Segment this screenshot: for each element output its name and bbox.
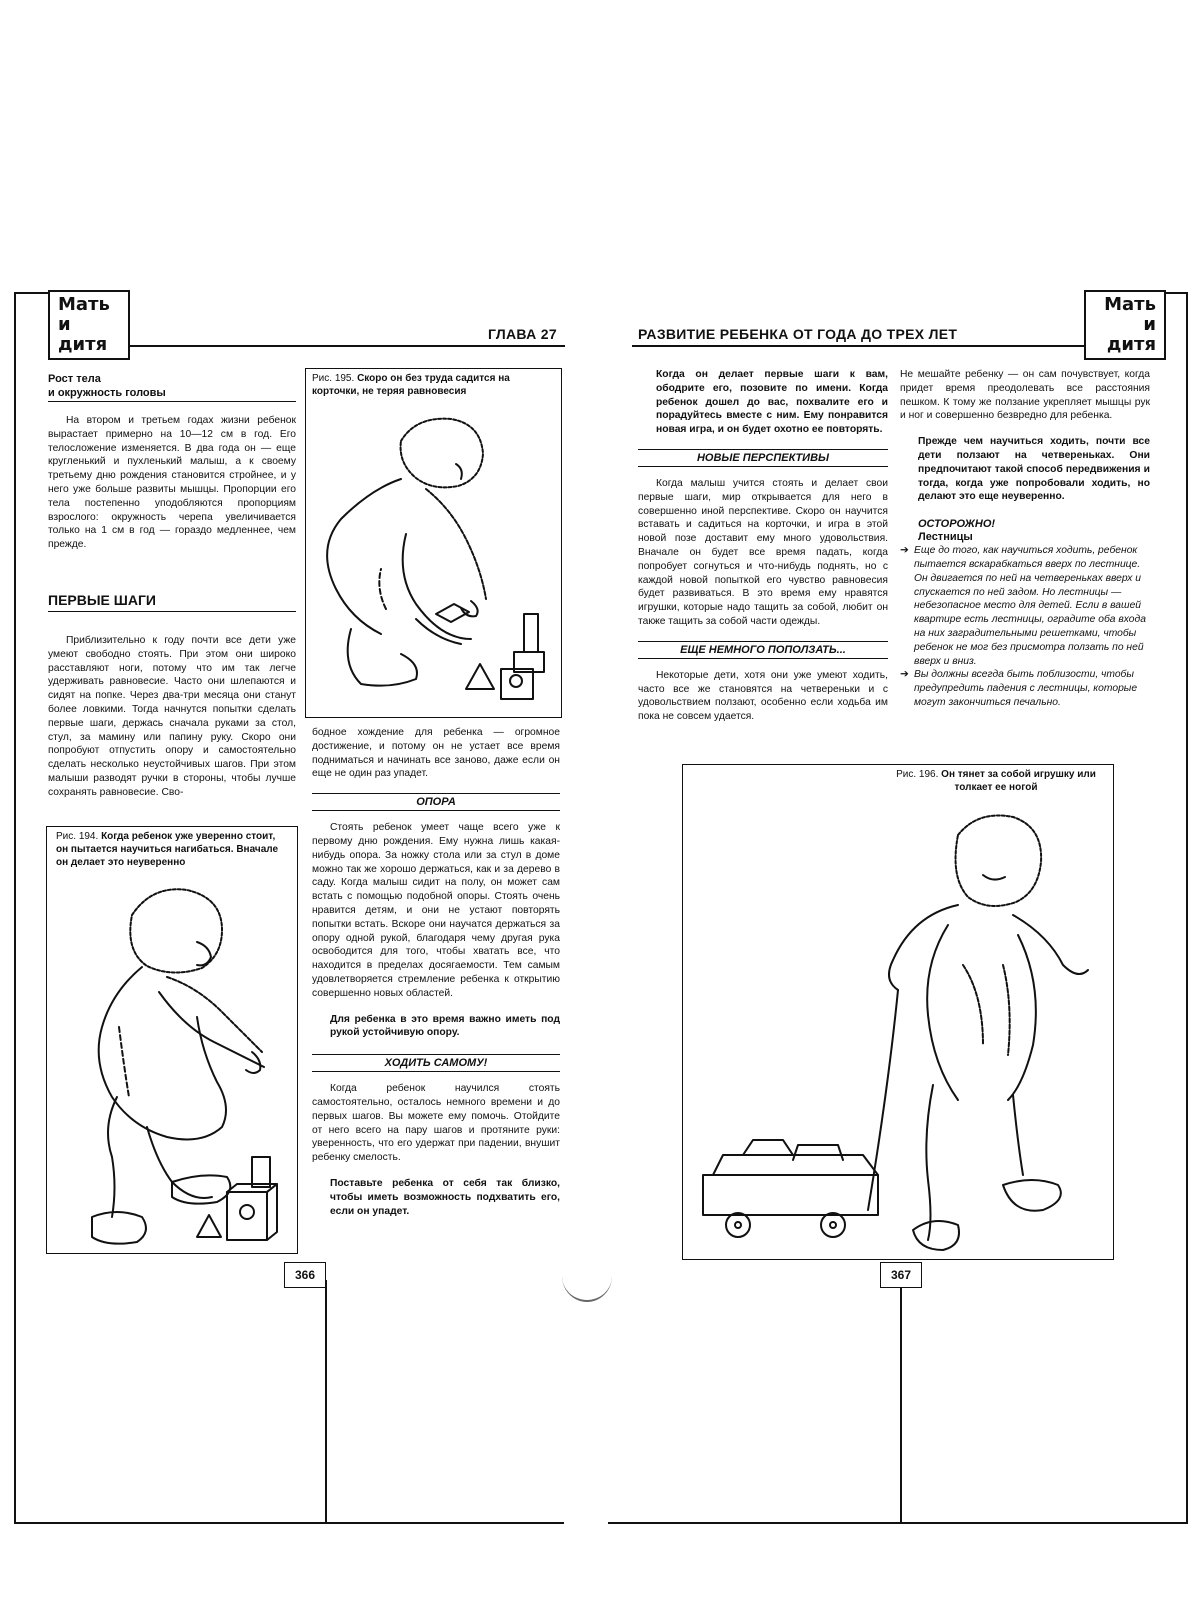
right-header-rule: [632, 345, 1147, 347]
left-col2: [312, 726, 560, 1218]
support-bold-note: Для ребенка в это время важно иметь под рукой устойчивую опору.: [330, 1013, 560, 1039]
walk-alone-bold-note: Поставьте ребенка от себя так близко, чтобы иметь возможность подхватить его, если он упадет.: [330, 1177, 560, 1217]
fig195-caption: [312, 372, 552, 398]
right-bottom-rule: [608, 1522, 1188, 1524]
caution-bullet-1-text: Еще до того, как научиться ходить, ребенок пытается вскарабкаться вверх по лестнице. Он двигается по ней на четвереньках вверх и спускается по ней задом. Но лестницы — небезопасное место для детей. Если в вашей квартире есть лестницы, оградите оба входа на них заградительными решетками, чтобы ребенок не мог без присмотра ползать по ней вверх и вниз.: [914, 545, 1146, 667]
section-title-support: ОПОРА: [312, 793, 560, 811]
caution-bullet-2-text: Вы должны всегда быть поблизости, чтобы предупредить падения с лестницы, которые могут закончиться печально.: [914, 669, 1138, 708]
dont-disturb-paragraph: Не мешайте ребенку — он сам почувствует, когда придет время преодолевать все расстояния пешком. К тому же ползание укрепляет мышцы рук и ног и совершенно безвредно для ребенка.: [900, 369, 1150, 422]
walk-alone-paragraph: Когда ребенок научился стоять самостоятельно, осталось немного времени и до первых шагов. Вы можете ему помочь. Отойдите от него всего на пару шагов и протяните руки: уверенность, что его удержат при падении, внушит ребенку смелость.: [312, 1083, 560, 1164]
running-header: РАЗВИТИЕ РЕБЕНКА ОТ ГОДА ДО ТРЕХ ЛЕТ: [638, 326, 958, 342]
fig195-text: Скоро он без труда садится на корточки, не теряя равновесия: [312, 373, 510, 397]
child-bending-illustration: [47, 827, 297, 1253]
brand-logo-right: Мать и дитя: [1084, 290, 1166, 360]
caution-subtitle: Лестницы: [918, 531, 973, 544]
left-footer-rule: [325, 1280, 327, 1524]
section-title-growth: Рост тела и окружность головы: [48, 372, 296, 402]
caution-bullet-1: [900, 544, 1150, 668]
section-title-walk-alone: ХОДИТЬ САМОМУ!: [312, 1054, 560, 1072]
arrow-right-icon: ➔: [900, 669, 909, 681]
child-squatting-illustration: [306, 369, 561, 717]
section-title-crawl: ЕЩЕ НЕМНОГО ПОПОЛЗАТЬ...: [638, 641, 888, 659]
perspectives-paragraph: Когда малыш учится стоять и делает свои первые шаги, мир открывается для него в совершенно иной перспективе. Скоро он научится вставать и садиться на корточки, и игра в этой новой позе доставит ему много удовольствия. Вначале он будет все время падать, когда попробует согнуться и что-нибудь поднять, но с каждой новой попыткой его чувство равновесия будет развиваться. В это время ему нравятся игрушки, которые надо тащить за собой, любит он также тащить за собой части одежды.: [638, 477, 888, 627]
left-bottom-rule: [14, 1522, 564, 1524]
section-title-perspectives: НОВЫЕ ПЕРСПЕКТИВЫ: [638, 449, 888, 467]
fig194-text: Когда ребенок уже уверенно стоит, он пытается научиться нагибаться. Вначале он делает это неуверенно: [56, 831, 279, 868]
fig194-caption: [56, 830, 288, 869]
fig196-caption: [886, 768, 1106, 794]
right-col1: [638, 368, 888, 724]
section-title-first-steps: ПЕРВЫЕ ШАГИ: [48, 592, 296, 612]
book-fold: [562, 1250, 612, 1302]
brand-logo-left: Мать и дитя: [48, 290, 130, 360]
fig194-number: Рис. 194.: [56, 831, 99, 842]
arrow-right-icon: ➔: [900, 545, 909, 557]
page-number-left: 366: [284, 1262, 326, 1288]
crawl-bold-note: Прежде чем научиться ходить, почти все дети ползают на четвереньках. Они предпочитают такой способ передвижения и тогда, когда уже попробовали ходить, но делают это еще неуверенно.: [918, 436, 1150, 503]
left-outer-rule: [14, 292, 16, 1524]
right-footer-rule: [900, 1280, 902, 1524]
left-col1: [48, 372, 296, 800]
figure-195: [305, 368, 562, 718]
figure-194: [46, 826, 298, 1254]
page-number-right: 367: [880, 1262, 922, 1288]
figure-196: [682, 764, 1114, 1260]
growth-paragraph: На втором и третьем годах жизни ребенок вырастает примерно на 10—12 см в год. Его телосложение изменяется. В два года он — еще кругленький и пухленький малыш, а к своему третьему дню рождения становится стройнее, и у него уже больше развиты мышцы. Пропорции его тела постепенно уподобляются пропорциям взрослого: окружность черепа увеличивается только на 1 см в год — гораздо медленнее, чем прежде.: [48, 415, 296, 551]
intro-bold-note: Когда он делает первые шаги к вам, ободрите его, позовите по имени. Когда ребенок дошел до вас, похвалите его и порадуйтесь вместе с ним. Ему понравится новая игра, и он будет охотно ее повторять.: [656, 369, 888, 436]
right-col2: [900, 368, 1150, 710]
child-pulling-wagon-illustration: [683, 765, 1113, 1259]
walking-continue-paragraph: бодное хождение для ребенка — огромное достижение, и потому он не устает все время подниматься и начинать все заново, даже если он еще не один раз упадет.: [312, 727, 560, 780]
right-outer-rule: [1186, 292, 1188, 1524]
caution-bullet-2: [900, 668, 1150, 709]
fig196-number: Рис. 196.: [896, 769, 939, 780]
caution-title: ОСТОРОЖНО!: [918, 518, 996, 531]
chapter-header: ГЛАВА 27: [488, 326, 557, 342]
crawl-paragraph: Некоторые дети, хотя они уже умеют ходить, часто все же становятся на четвереньки и с удовольствием ползают, особенно если ходьба им пока не совсем удается.: [638, 669, 888, 723]
first-steps-paragraph: Приблизительно к году почти все дети уже умеют свободно стоять. При этом они широко расставляют ноги, потому что им так легче удерживать равновесие. Часто они шлепаются и сидят на попке. Через два-три месяца они станут более ловкими. Тогда начнутся попытки сделать первые шаги, держась сначала руками за стол, стул, за мамину или папину руку. Скоро они попробуют отпустить опору и самостоятельно сделать несколько неустойчивых шагов. При этом малыши разводят ручки в стороны, чтобы лучше сохранять равновесие. Сво-: [48, 634, 296, 798]
fig196-text: Он тянет за собой игрушку или толкает ее ногой: [941, 769, 1096, 793]
fig195-number: Рис. 195.: [312, 373, 355, 384]
support-paragraph: Стоять ребенок умеет чаще всего уже к первому дню рождения. Ему нужна лишь какая-нибудь опора. За ножку стола или за стул в доме можно так же хорошо держаться, как и за дерево в саду. Когда малыш сидит на полу, он может сам встать с помощью подобной опоры. Стоять очень нравится детям, и они не устают повторять попытки встать. Вскоре они научатся держаться за опору одной рукой, благодаря чему другая рука освободится для того, чтобы хватать все, что находится в пределах досягаемости. Тем самым удовлетворяется стремление ребенка к открытию совершенно новых областей.: [312, 822, 560, 999]
